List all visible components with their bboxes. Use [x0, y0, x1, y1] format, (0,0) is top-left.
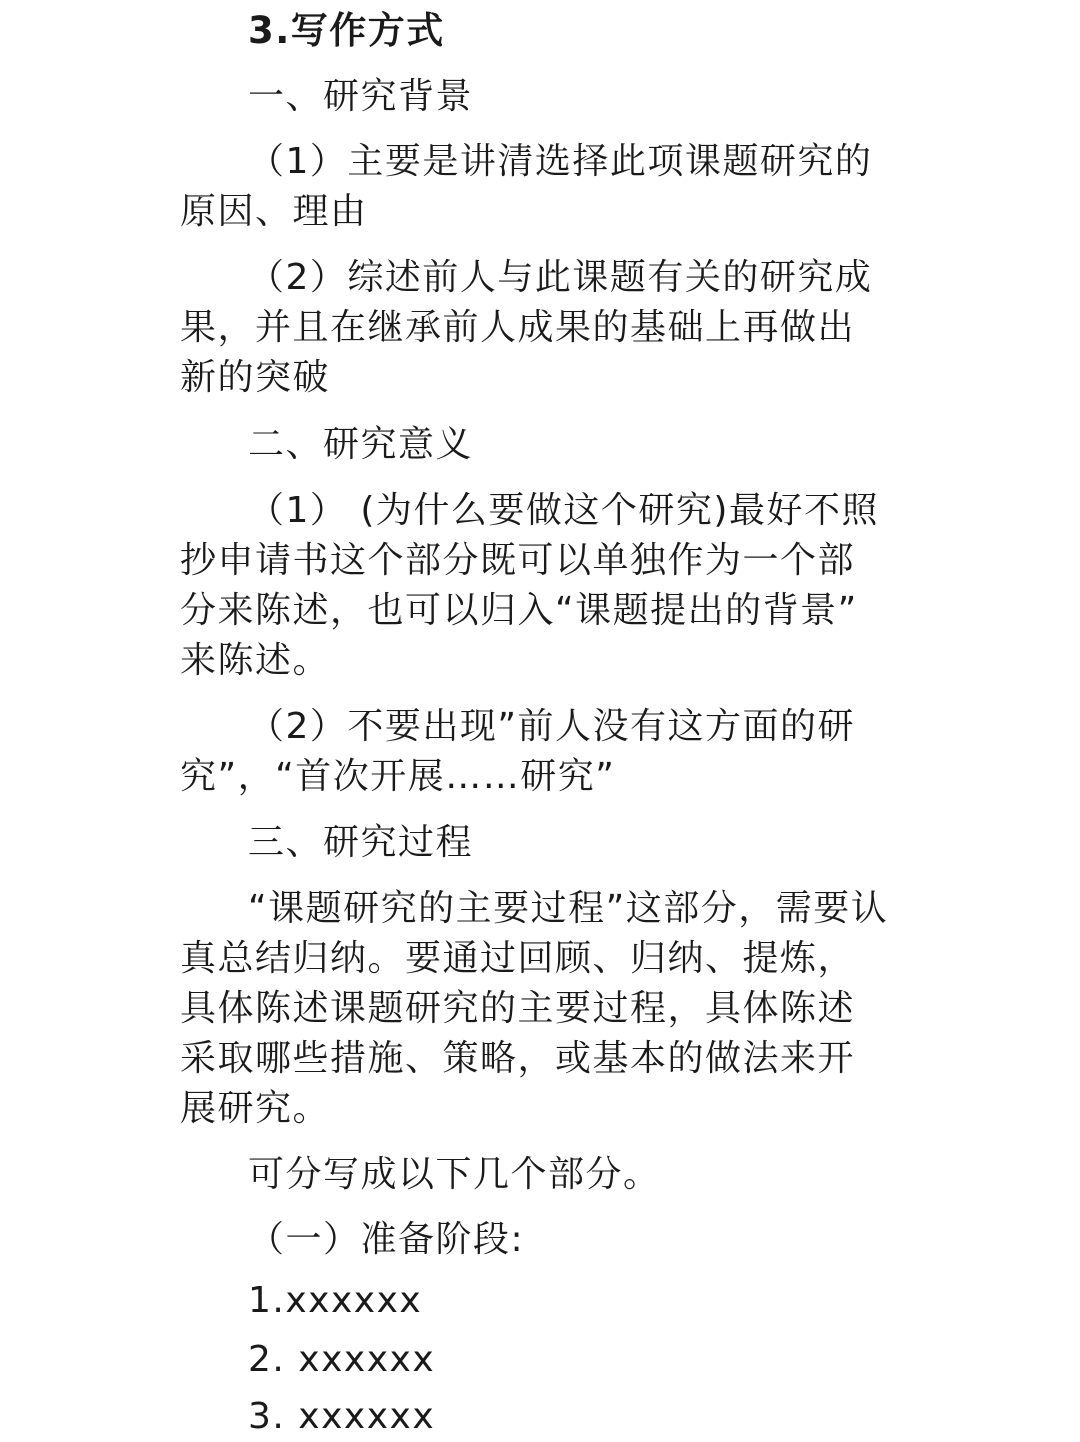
paragraph-line: 原因、理由 [180, 191, 368, 232]
list-item: 3. xxxxxx [248, 1396, 436, 1437]
section-title: 3.写作方式 [248, 9, 445, 52]
paragraph-line: 展研究。 [180, 1088, 331, 1129]
paragraph-line: 新的突破 [180, 357, 331, 398]
paragraph-line: 采取哪些措施、策略，或基本的做法来开 [180, 1038, 856, 1079]
paragraph-line: （1）主要是讲清选择此项课题研究的 [248, 141, 873, 182]
paragraph-line: 抄申请书这个部分既可以单独作为一个部 [180, 540, 856, 581]
paragraph-line: （2）综述前人与此课题有关的研究成 [248, 257, 873, 298]
paragraph-line: 分来陈述，也可以归入“课题提出的背景” [180, 590, 858, 631]
paragraph-line: （1） (为什么要做这个研究)最好不照 [248, 490, 879, 531]
paragraph-line: 具体陈述课题研究的主要过程，具体陈述 [180, 988, 856, 1029]
paragraph-line: 果，并且在继承前人成果的基础上再做出 [180, 307, 856, 348]
paragraph-line: 究”，“首次开展……研究” [180, 756, 616, 797]
list-item: 2. xxxxxx [248, 1339, 436, 1380]
list-item: 1.xxxxxx [248, 1280, 423, 1321]
subheading-preparation-stage: （一）准备阶段: [248, 1219, 525, 1260]
paragraph-line: （2）不要出现”前人没有这方面的研 [248, 706, 856, 747]
heading-research-significance: 二、研究意义 [248, 424, 474, 465]
paragraph-line: 真总结归纳。要通过回顾、归纳、提炼， [180, 938, 856, 979]
paragraph-line: “课题研究的主要过程”这部分，需要认 [248, 888, 889, 929]
paragraph-line: 可分写成以下几个部分。 [248, 1154, 661, 1195]
heading-research-process: 三、研究过程 [248, 822, 474, 863]
paragraph-line: 来陈述。 [180, 640, 331, 681]
heading-research-background: 一、研究背景 [248, 76, 474, 117]
